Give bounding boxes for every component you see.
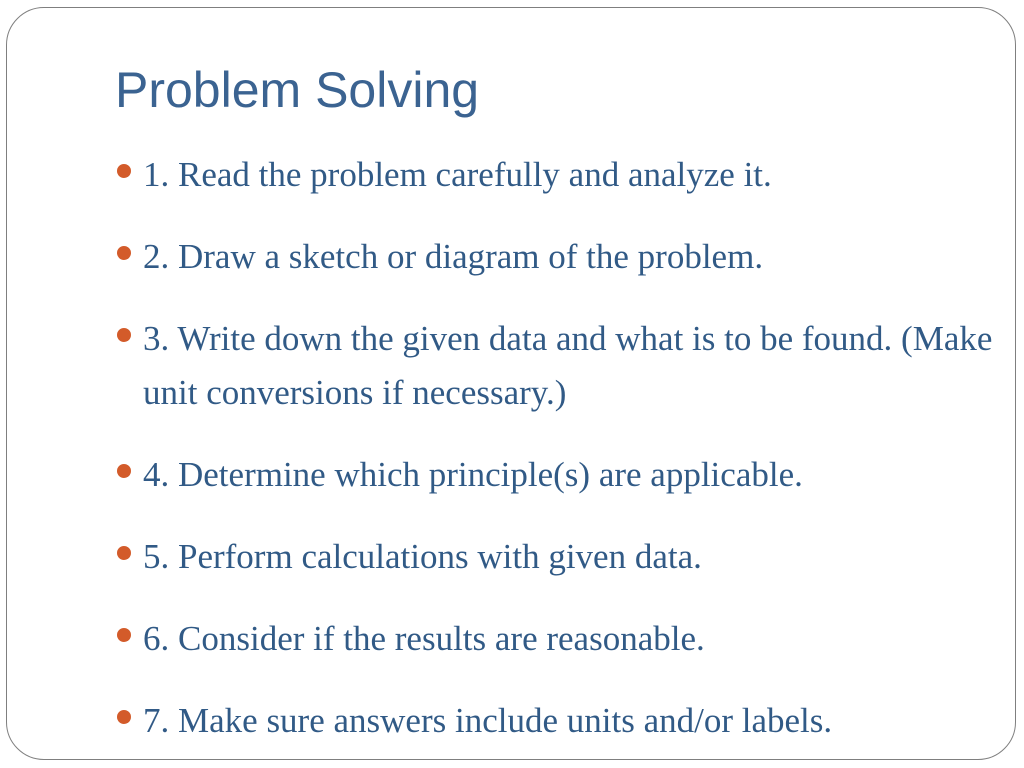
list-item <box>115 694 995 748</box>
bullet-text: 3. Write down the given data and what is to be found. (Make unit conversions if necessary.) <box>143 319 993 412</box>
bullet-dot-icon <box>117 546 131 560</box>
bullet-text: 6. Consider if the results are reasonable. <box>143 619 705 658</box>
bullet-dot-icon <box>117 246 131 260</box>
list-item <box>115 230 995 284</box>
list-item <box>115 148 995 202</box>
slide-title: Problem Solving <box>115 62 480 118</box>
bullet-dot-icon <box>117 328 131 342</box>
bullet-text: 7. Make sure answers include units and/or labels. <box>143 701 833 740</box>
bullet-dot-icon <box>117 710 131 724</box>
bullet-text: 1. Read the problem carefully and analyze it. <box>143 155 772 194</box>
list-item <box>115 312 995 420</box>
bullet-dot-icon <box>117 464 131 478</box>
bullet-list <box>115 148 995 760</box>
bullet-text: 5. Perform calculations with given data. <box>143 537 702 576</box>
bullet-text: 2. Draw a sketch or diagram of the problem. <box>143 237 764 276</box>
list-item <box>115 530 995 584</box>
list-item <box>115 448 995 502</box>
bullet-dot-icon <box>117 628 131 642</box>
bullet-dot-icon <box>117 164 131 178</box>
slide <box>6 7 1016 760</box>
bullet-text: 4. Determine which principle(s) are applicable. <box>143 455 803 494</box>
list-item <box>115 612 995 666</box>
